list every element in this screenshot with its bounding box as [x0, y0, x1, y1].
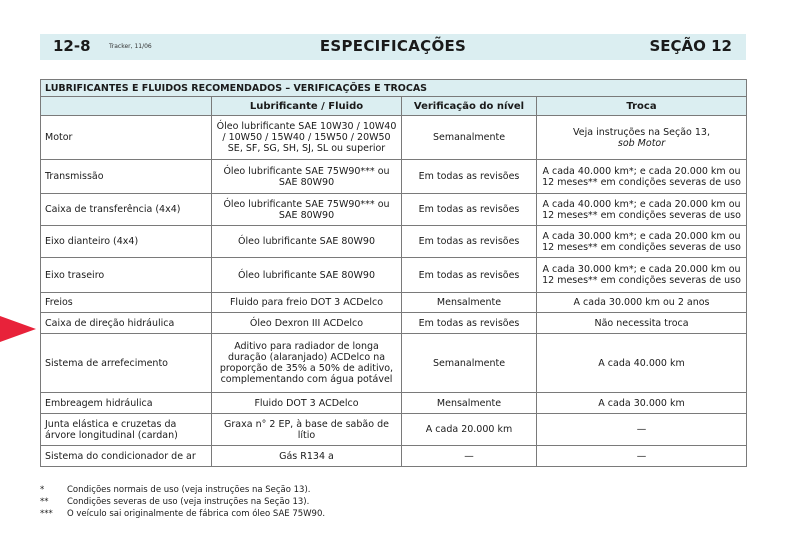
- row-level-check: Em todas as revisões: [402, 258, 537, 293]
- column-header-lubricant: Lubrificante / Fluido: [212, 97, 402, 116]
- row-level-check: Em todas as revisões: [402, 194, 537, 226]
- row-lubricant: Óleo lubrificante SAE 75W90*** ou SAE 80W90: [212, 160, 402, 194]
- row-change: —: [537, 414, 747, 446]
- table-row: [41, 116, 747, 160]
- row-lubricant: Aditivo para radiador de longa duração (alaranjado) ACDelco na proporção de 35% a 50% de aditivo, complementando com água potável: [212, 334, 402, 393]
- page-number: 12-8: [53, 37, 91, 55]
- row-change: A cada 40.000 km*; e cada 20.000 km ou 12 meses** em condições severas de uso: [537, 194, 747, 226]
- row-lubricant: Óleo lubrificante SAE 75W90*** ou SAE 80W90: [212, 194, 402, 226]
- footnote: [40, 484, 325, 496]
- table-row: [41, 446, 747, 467]
- table-title: LUBRIFICANTES E FLUIDOS RECOMENDADOS – VERIFICAÇÕES E TROCAS: [41, 80, 747, 97]
- footnotes: [40, 484, 325, 520]
- row-change: A cada 40.000 km*; e cada 20.000 km ou 12 meses** em condições severas de uso: [537, 160, 747, 194]
- table-row: [41, 258, 747, 293]
- table-row: [41, 414, 747, 446]
- lubricants-table: [40, 79, 747, 467]
- table-row: [41, 313, 747, 334]
- row-change: A cada 30.000 km: [537, 393, 747, 414]
- footnote-text: Condições normais de uso (veja instruções na Seção 13).: [67, 485, 311, 495]
- page-title: ESPECIFICAÇÕES: [319, 37, 467, 55]
- row-change: A cada 30.000 km*; e cada 20.000 km ou 12 meses** em condições severas de uso: [537, 226, 747, 258]
- table-row: [41, 393, 747, 414]
- row-level-check: Em todas as revisões: [402, 226, 537, 258]
- footnote-mark: *: [40, 485, 45, 495]
- row-item: Caixa de direção hidráulica: [41, 313, 212, 334]
- footnote: [40, 496, 325, 508]
- column-header-change: Troca: [537, 97, 747, 116]
- column-header-item: [41, 97, 212, 116]
- row-item: Motor: [41, 116, 212, 160]
- footnote-mark: **: [40, 497, 49, 507]
- row-level-check: —: [402, 446, 537, 467]
- red-pointer-arrow-icon: [0, 316, 36, 342]
- row-change-text: Veja instruções na Seção 13,: [573, 126, 710, 138]
- row-level-check: A cada 20.000 km: [402, 414, 537, 446]
- row-level-check: Semanalmente: [402, 116, 537, 160]
- footnote-text: Condições severas de uso (veja instruções na Seção 13).: [67, 497, 310, 507]
- table-row: [41, 160, 747, 194]
- row-item: Freios: [41, 293, 212, 313]
- row-lubricant: Óleo Dexron III ACDelco: [212, 313, 402, 334]
- row-lubricant: Fluido para freio DOT 3 ACDelco: [212, 293, 402, 313]
- table-row: [41, 194, 747, 226]
- table-title-row: [41, 80, 747, 97]
- table-row: [41, 226, 747, 258]
- table-row: [41, 293, 747, 313]
- row-item: Sistema de arrefecimento: [41, 334, 212, 393]
- row-item: Sistema do condicionador de ar: [41, 446, 212, 467]
- footnote: [40, 508, 325, 520]
- row-item: Eixo traseiro: [41, 258, 212, 293]
- section-label: SEÇÃO 12: [649, 37, 732, 55]
- row-lubricant: Fluido DOT 3 ACDelco: [212, 393, 402, 414]
- table-row: [41, 334, 747, 393]
- row-item: Caixa de transferência (4x4): [41, 194, 212, 226]
- row-change: —: [537, 446, 747, 467]
- row-lubricant: Óleo lubrificante SAE 80W90: [212, 226, 402, 258]
- row-level-check: Em todas as revisões: [402, 313, 537, 334]
- row-level-check: Mensalmente: [402, 293, 537, 313]
- row-change: A cada 40.000 km: [537, 334, 747, 393]
- row-item: Embreagem hidráulica: [41, 393, 212, 414]
- footnote-mark: ***: [40, 509, 53, 519]
- row-level-check: Em todas as revisões: [402, 160, 537, 194]
- row-item: Transmissão: [41, 160, 212, 194]
- row-lubricant: Gás R134 a: [212, 446, 402, 467]
- model-label: Tracker, 11/06: [109, 43, 152, 50]
- row-change-italic: sob Motor: [617, 137, 666, 149]
- row-lubricant: Óleo lubrificante SAE 10W30 / 10W40 / 10W50 / 15W40 / 15W50 / 20W50 SE, SF, SG, SH, SJ, SL ou superior: [212, 116, 402, 160]
- row-change: [537, 116, 747, 160]
- page-header: [40, 34, 746, 60]
- row-lubricant: Óleo lubrificante SAE 80W90: [212, 258, 402, 293]
- row-lubricant: Graxa n° 2 EP, à base de sabão de lítio: [212, 414, 402, 446]
- row-change: A cada 30.000 km ou 2 anos: [537, 293, 747, 313]
- row-change: Não necessita troca: [537, 313, 747, 334]
- row-level-check: Mensalmente: [402, 393, 537, 414]
- column-header-level-check: Verificação do nível: [402, 97, 537, 116]
- column-header-row: [41, 97, 747, 116]
- footnote-text: O veículo sai originalmente de fábrica com óleo SAE 75W90.: [67, 509, 326, 519]
- row-change: A cada 30.000 km*; e cada 20.000 km ou 12 meses** em condições severas de uso: [537, 258, 747, 293]
- row-level-check: Semanalmente: [402, 334, 537, 393]
- row-item: Eixo dianteiro (4x4): [41, 226, 212, 258]
- row-item: Junta elástica e cruzetas da árvore longitudinal (cardan): [41, 414, 212, 446]
